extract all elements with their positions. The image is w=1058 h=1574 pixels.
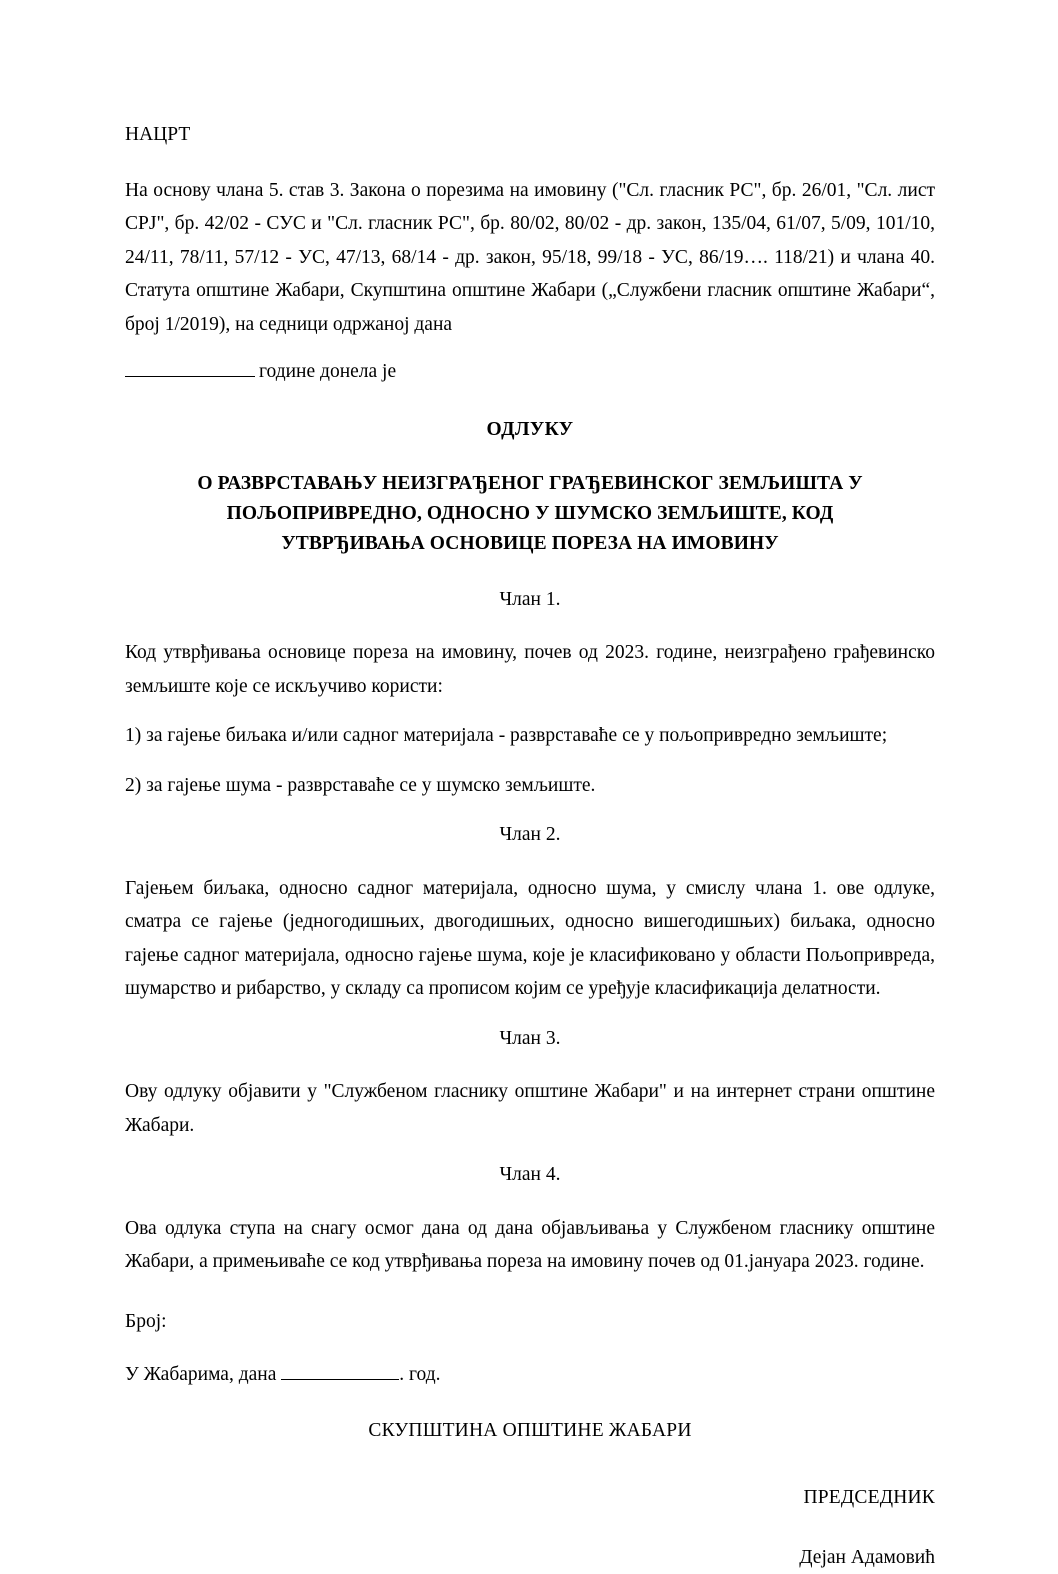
article-3-body: Ову одлуку објавити у "Службеном гласнику општине Жабари" и на интернет страни општине Жабари.	[125, 1075, 935, 1142]
title-line-1: О РАЗВРСТАВАЊУ НЕИЗГРАЂЕНОГ ГРАЂЕВИНСКОГ ЗЕМЉИШТА У	[125, 469, 935, 499]
signature-block	[125, 1481, 935, 1574]
preamble-trailing-text: године донела је	[259, 361, 396, 382]
signatory-role: ПРЕДСЕДНИК	[125, 1481, 935, 1515]
article-1-body: Код утврђивања основице пореза на имовину, почев од 2023. године, неизграђено грађевинско земљиште које се искључиво користи:	[125, 636, 935, 703]
preamble-paragraph: На основу члана 5. став 3. Закона о порезима на имовину ("Сл. гласник РС", бр. 26/01, "Сл. лист СРЈ", бр. 42/02 - СУС и "Сл. гласник РС", бр. 80/02, 80/02 - др. закон, 135/04, 61/07, 5/09, 101/10, 24/11, 78/11, 57/12 - УС, 47/13, 68/14 - др. закон, 95/18, 99/18 - УС, 86/19…. 118/21) и члана 40. Статута општине Жабари, Скупштина општине Жабари („Службени гласник општине Жабари“, број 1/2019), на седници одржаној дана	[125, 174, 935, 342]
document-content	[125, 118, 935, 1574]
article-2	[125, 818, 935, 1006]
title-line-2: ПОЉОПРИВРЕДНО, ОДНОСНО У ШУМСКО ЗЕМЉИШТЕ, КОД	[125, 499, 935, 529]
article-1-heading: Члан 1.	[125, 583, 935, 617]
assembly-name: СКУПШТИНА ОПШТИНЕ ЖАБАРИ	[125, 1414, 935, 1448]
article-3	[125, 1022, 935, 1143]
article-4	[125, 1158, 935, 1279]
place-prefix: У Жабарима, дана	[125, 1364, 276, 1385]
article-1-item-2: 2) за гајење шума - разврставаће се у шумско земљиште.	[125, 769, 935, 803]
place-suffix: . год.	[399, 1364, 440, 1385]
article-4-body: Ова одлука ступа на снагу осмог дана од дана објављивања у Службеном гласнику општине Жабари, а примењиваће се код утврђивања пореза на имовину почев од 01.јануара 2023. године.	[125, 1212, 935, 1279]
article-1-item-1: 1) за гајење биљака и/или садног материјала - разврставаће се у пољопривредно земљиште;	[125, 719, 935, 753]
document-kind-heading: ОДЛУКУ	[125, 415, 935, 445]
date-blank-field[interactable]	[125, 357, 255, 377]
article-3-heading: Члан 3.	[125, 1022, 935, 1056]
document-number-line: Број:	[125, 1305, 935, 1339]
signatory-name: Дејан Адамовић	[125, 1541, 935, 1574]
article-4-heading: Члан 4.	[125, 1158, 935, 1192]
article-1	[125, 583, 935, 803]
signature-date-blank-field[interactable]	[281, 1360, 399, 1380]
title-line-3: УТВРЂИВАЊА ОСНОВИЦЕ ПОРЕЗА НА ИМОВИНУ	[125, 529, 935, 559]
footer-spacer	[125, 1295, 935, 1305]
place-and-date-line	[125, 1358, 935, 1392]
article-2-heading: Члан 2.	[125, 818, 935, 852]
article-2-body: Гајењем биљака, односно садног материјала, односно шума, у смислу члана 1. ове одлуке, сматра се гајење (једногодишњих, двогодишњих, односно вишегодишњих) биљака, односно гајење садног материјала, односно гајење шума, које је класификовано у области Пољопривреда, шумарство и рибарство, у складу са прописом којим се уређује класификација делатности.	[125, 872, 935, 1006]
document-title	[125, 469, 935, 559]
preamble-date-line	[125, 355, 935, 389]
draft-label: НАЦРТ	[125, 118, 935, 152]
